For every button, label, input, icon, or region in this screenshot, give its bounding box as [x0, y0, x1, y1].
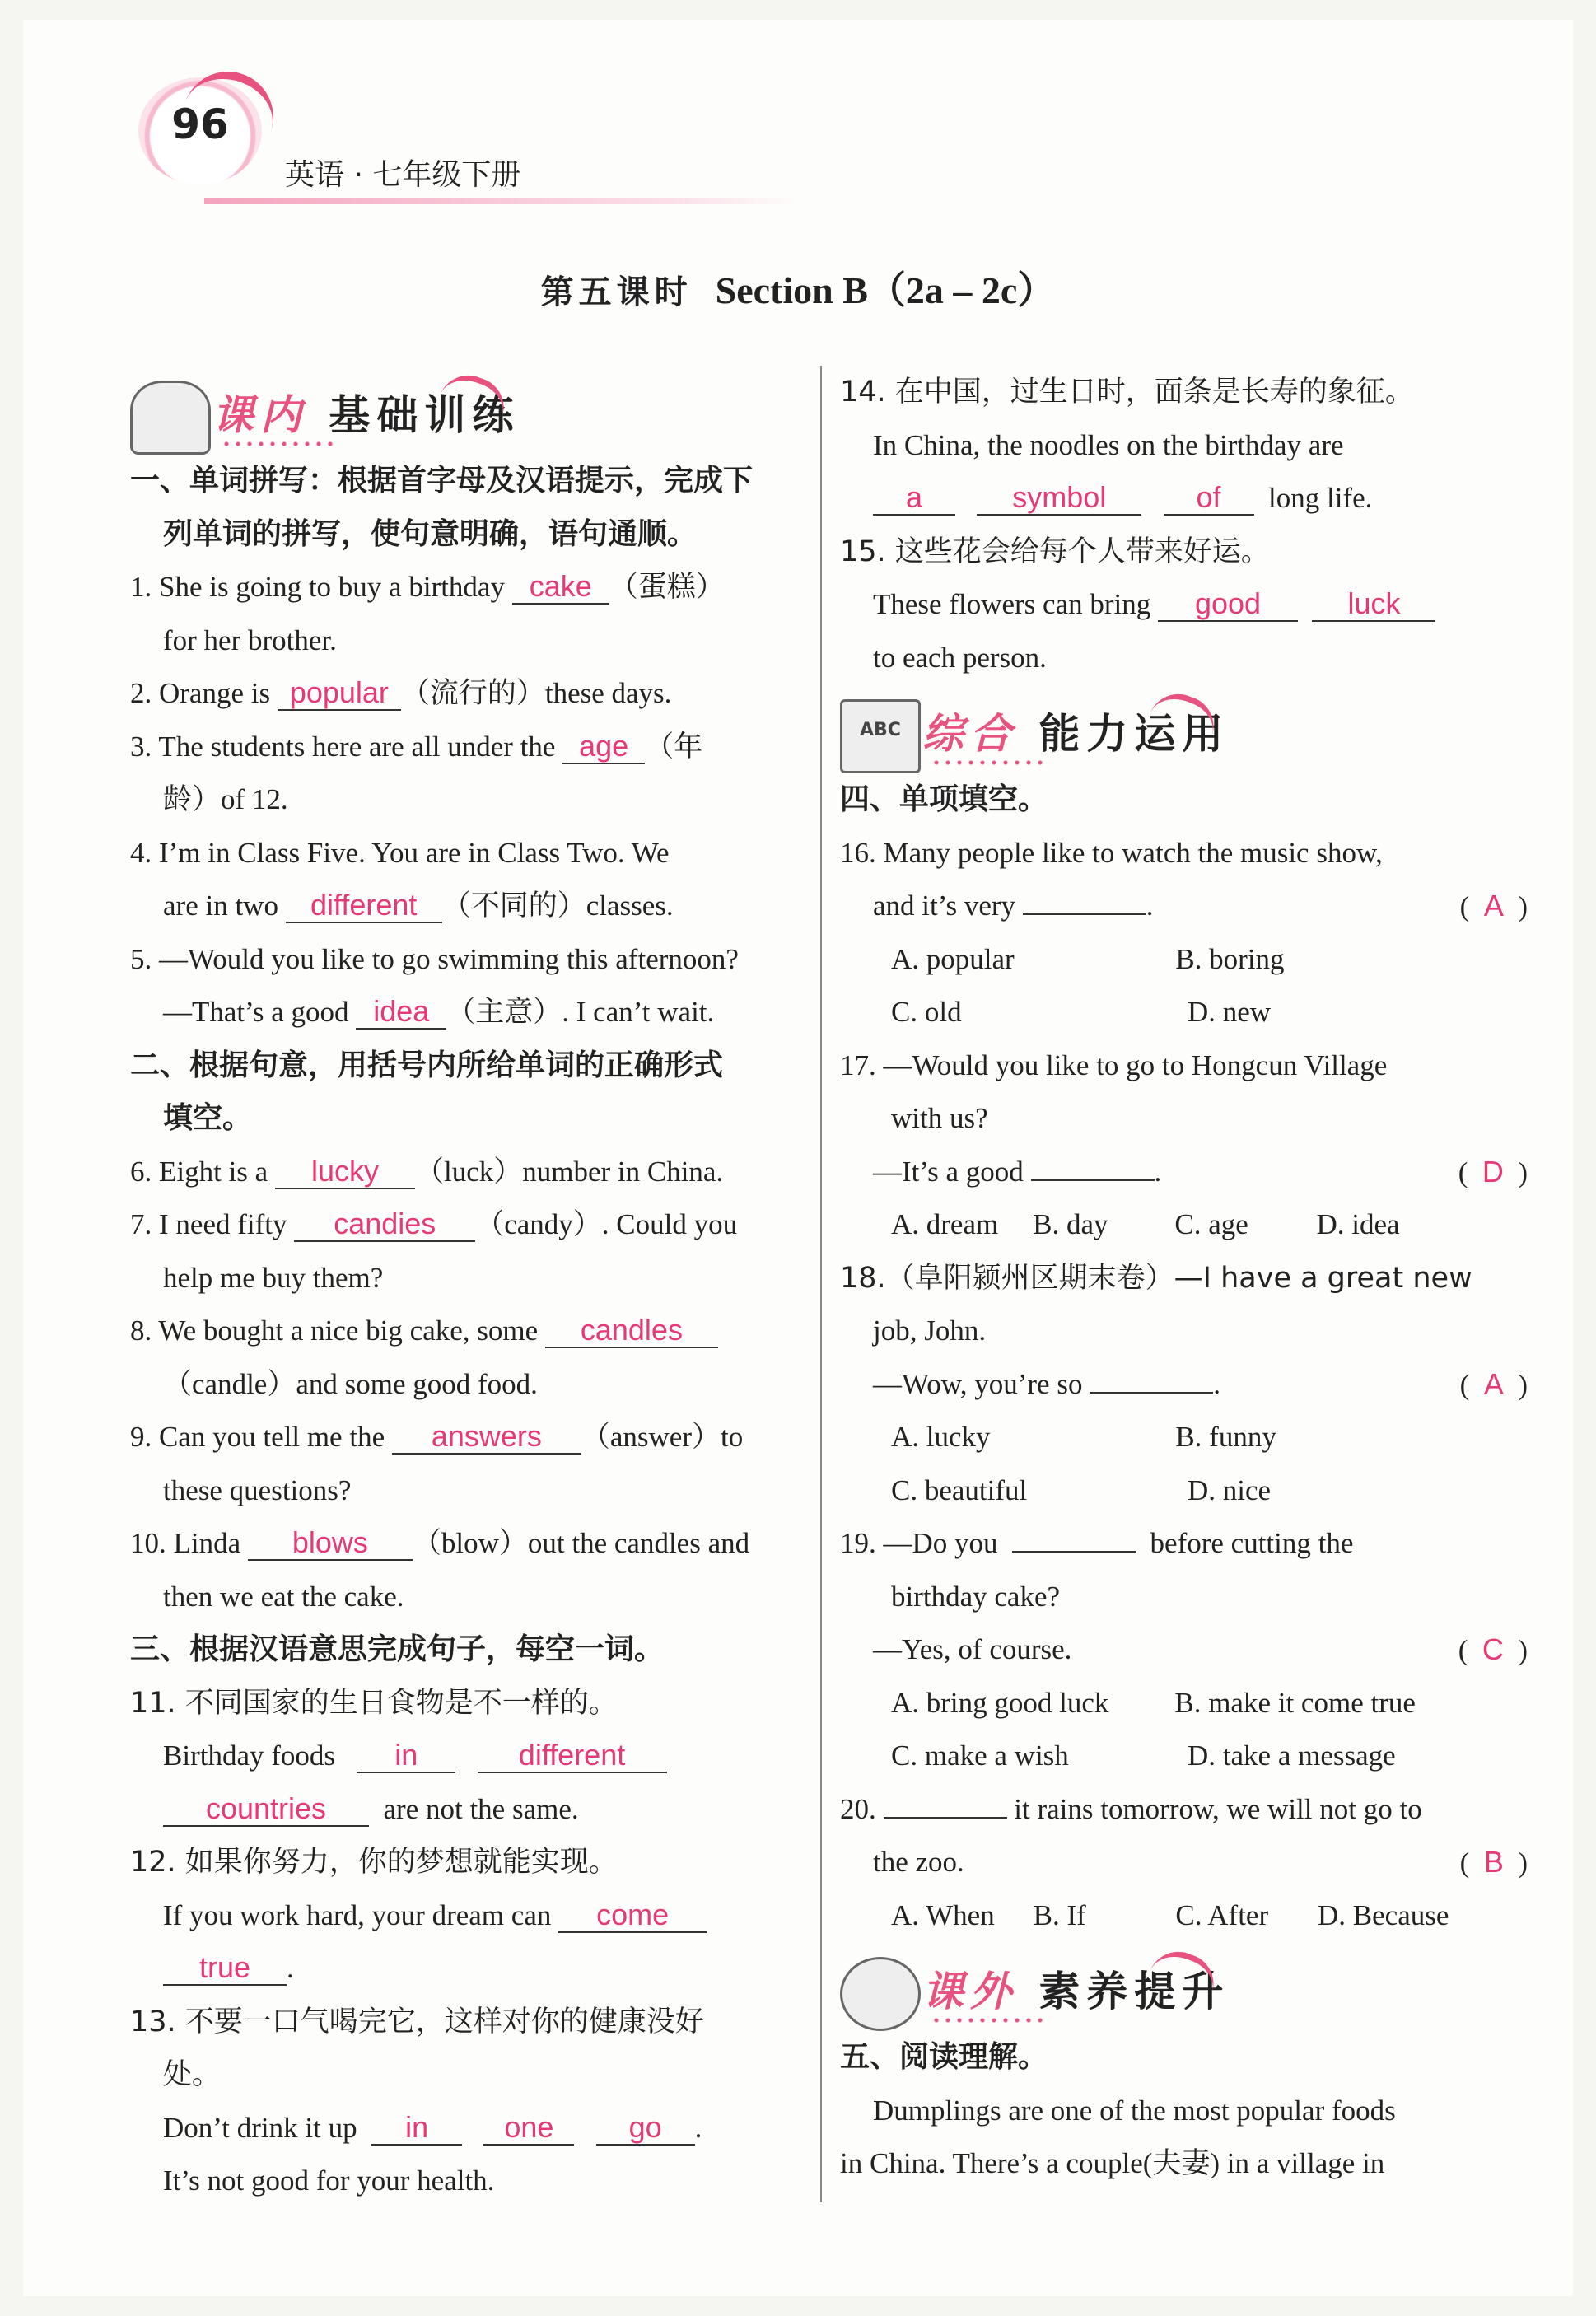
- question-19: 19. —Do you before cutting the: [840, 1527, 1354, 1559]
- section-banner-application: [840, 689, 1528, 772]
- reading-passage-line-2: in China. There’s a couple(夫妻) in a village in: [840, 2147, 1385, 2179]
- lesson-title-en: Section B（2a – 2c）: [715, 269, 1056, 311]
- answer-1: cake: [512, 570, 609, 605]
- question-11: 11. 不同国家的生日食物是不一样的。: [130, 1686, 618, 1720]
- blank: [1031, 1155, 1155, 1181]
- answer-8: candles: [545, 1314, 718, 1348]
- banner-label-pink: 课外: [922, 1968, 1018, 2015]
- question-5: 5. —Would you like to go swimming this afternoon?: [130, 942, 739, 975]
- question-2: 2. Orange is popular （流行的）these days.: [130, 675, 672, 709]
- banner-label-pink: 综合: [922, 710, 1018, 758]
- answer-10: blows: [248, 1526, 413, 1561]
- question-20: 20. it rains tomorrow, we will not go to: [840, 1792, 1422, 1825]
- answer-6: lucky: [275, 1155, 415, 1189]
- globe-icon: [840, 1957, 921, 2031]
- answer-12a: come: [558, 1898, 707, 1933]
- part2-heading-cont: 填空。: [163, 1101, 253, 1135]
- banner-label-pink: 课内: [212, 391, 308, 439]
- banner-label: 素养提升: [1038, 1968, 1230, 2015]
- choice-answer-18: A: [1483, 1366, 1504, 1401]
- answer-12b: true: [163, 1951, 287, 1986]
- answer-15b: luck: [1312, 587, 1435, 622]
- part5-heading: 五、阅读理解。: [840, 2040, 1048, 2074]
- banner-dots: [931, 760, 1046, 765]
- choice-answer-16: A: [1483, 889, 1504, 922]
- options-19: A. bring good luck B. make it come true: [891, 1686, 1416, 1719]
- question-14: 14. 在中国，过生日时，面条是长寿的象征。: [840, 376, 1414, 409]
- question-12: 12. 如果你努力，你的梦想就能实现。: [130, 1846, 618, 1879]
- blank: [1023, 889, 1146, 915]
- header-rule: [204, 198, 797, 204]
- choice-answer-17: D: [1482, 1154, 1504, 1188]
- answer-14a: a: [873, 481, 955, 516]
- part4-heading: 四、单项填空。: [840, 782, 1048, 816]
- left-column: 课内 基础训练 一、单词拼写：根据首字母及汉语提示，完成下 列单词的拼写，使句意明确，语句通顺。 1. She is going to buy a birthday cake （蛋糕） for her brother. 2. Orange is popular （流行的）these days. 3. The students here are all under the age （年 龄）of 12. 4. I’m in Class Five. You are in Class Two. We are in two different （不同的）classes. 5. —Would you like to go swimming this afternoon? —That’s a good idea （主意）. I can’t wait. 二、根据句意，用括号内所给单词的正确形式 填空。 6. Eight is a lucky （luck）number in China. 7. I need fifty candies （candy）. Could you help me buy them? 8. We bought a nice big cake, some candles （candle）and some good food. 9. Can you tell me the answers （answer）to these questions? 10. Linda blows （blow）out the candles and then we eat the cake. 三、根据汉语意思完成句子，每空一词。 11. 不同国家的生日食物是不一样的。 Birthday foods in different countries are not the same. 12. 如果你努力，你的梦想就能实现。 If you work hard, your dream can come true . 13. 不要一口气喝完它，这样对你的健康没好 处。 Don’t drink it up in one go . It’s not good for your health.: [130, 366, 814, 2208]
- choice-answer-20: B: [1483, 1845, 1504, 1879]
- question-9: 9. Can you tell me the answers （answer）to: [130, 1419, 744, 1453]
- answer-3: age: [562, 730, 645, 764]
- banner-dots: [221, 441, 336, 446]
- question-13: 13. 不要一口气喝完它，这样对你的健康没好: [130, 2005, 704, 2038]
- page-number: 96: [171, 100, 229, 148]
- options-17: A. dream B. day C. age D. idea: [891, 1208, 1400, 1240]
- answer-9: answers: [392, 1420, 581, 1455]
- answer-13b: one: [483, 2111, 574, 2146]
- page-header: [23, 20, 847, 201]
- options-18: A. lucky B. funny: [891, 1421, 1276, 1453]
- answer-2: popular: [278, 676, 401, 711]
- answer-11a: in: [357, 1739, 455, 1773]
- answer-13a: in: [371, 2111, 462, 2146]
- options-16: A. popular B. boring: [891, 942, 1285, 975]
- section-banner-basic: [130, 371, 814, 453]
- lamp-icon: [130, 381, 211, 455]
- lesson-title-cn: 第五课时: [540, 273, 693, 311]
- answer-13c: go: [596, 2111, 695, 2146]
- reading-passage-line-1: Dumplings are one of the most popular foods: [873, 2094, 1396, 2127]
- answer-4: different: [286, 889, 442, 923]
- options-20: A. When B. If C. After D. Because: [891, 1898, 1449, 1931]
- banner-label: 能力运用: [1038, 710, 1230, 758]
- blank: [884, 1792, 1007, 1819]
- part2-heading: 二、根据句意，用括号内所给单词的正确形式: [130, 1048, 724, 1082]
- section-banner-extension: [840, 1947, 1528, 2029]
- right-column: 14. 在中国，过生日时，面条是长寿的象征。 In China, the noodles on the birthday are a symbol of long life. 15. 这些花会给每个人带来好运。 These flowers can bring good luck to each person. ABC 综合 能力运用 四、单项填空。 16. Many people like to watch the music show, and it’s very . ( A ) A. popular B. boring C. old D. new 17. —Would you like to go to Hongcun Village with us? —It’s a good . ( D ) A. dream B. day C. age D. idea 18.（阜阳颍州区期末卷）—I have a great new job, John. —Wow, you’re so . ( A ) A. lucky B. funny C. beautiful D. nice 19. —Do you before cutting the birthday cake? —Yes, of course. ( C ) A. bring good luck B. make it come true C. make a wish D. take a message 20. it rains tomorrow, we will not go to the zoo. ( B ) A. When B. If C. After D. Because 课外 素养提升 五、阅读理解。 Dumplings are one of the most popular foods in China. There’s a couple(夫妻) in a village in: [840, 366, 1528, 2191]
- question-16: 16. Many people like to watch the music show,: [840, 836, 1383, 869]
- answer-11b: different: [478, 1739, 667, 1773]
- question-15: 15. 这些花会给每个人带来好运。: [840, 535, 1270, 568]
- question-8: 8. We bought a nice big cake, some candles: [130, 1305, 814, 1358]
- abc-book-icon: ABC: [840, 699, 921, 773]
- part1-heading-cont: 列单词的拼写，使句意明确，语句通顺。: [163, 516, 698, 551]
- question-3: 3. The students here are all under the age （年: [130, 728, 703, 763]
- answer-11c: countries: [163, 1792, 369, 1827]
- question-18: 18.（阜阳颍州区期末卷）—I have a great new: [840, 1261, 1472, 1295]
- answer-14c: of: [1164, 481, 1254, 516]
- lesson-title: [23, 260, 1573, 315]
- answer-15a: good: [1158, 587, 1298, 622]
- answer-7: candies: [294, 1207, 475, 1242]
- blank: [1090, 1367, 1213, 1394]
- answer-5: idea: [356, 995, 446, 1030]
- book-title: 英语 · 七年级下册: [285, 158, 521, 192]
- banner-label: 基础训练: [329, 391, 520, 439]
- column-divider: [820, 366, 822, 2202]
- page-number-badge: [138, 77, 262, 184]
- choice-answer-19: C: [1482, 1632, 1504, 1666]
- part3-heading: 三、根据汉语意思完成句子，每空一词。: [130, 1632, 665, 1666]
- answer-14b: symbol: [977, 481, 1141, 516]
- part1-heading: 一、单词拼写：根据首字母及汉语提示，完成下: [130, 464, 754, 497]
- question-7: 7. I need fifty candies （candy）. Could you: [130, 1207, 738, 1240]
- question-10: 10. Linda blows （blow）out the candles and: [130, 1525, 750, 1559]
- question-6: 6. Eight is a lucky （luck）number in China.: [130, 1153, 724, 1188]
- question-4: 4. I’m in Class Five. You are in Class Two. We: [130, 836, 670, 869]
- question-1: 1. She is going to buy a birthday cake （蛋糕）: [130, 569, 725, 604]
- blank: [1012, 1526, 1136, 1553]
- workbook-page: [23, 20, 1573, 2296]
- question-17: 17. —Would you like to go to Hongcun Village: [840, 1048, 1388, 1081]
- banner-dots: [931, 2018, 1046, 2023]
